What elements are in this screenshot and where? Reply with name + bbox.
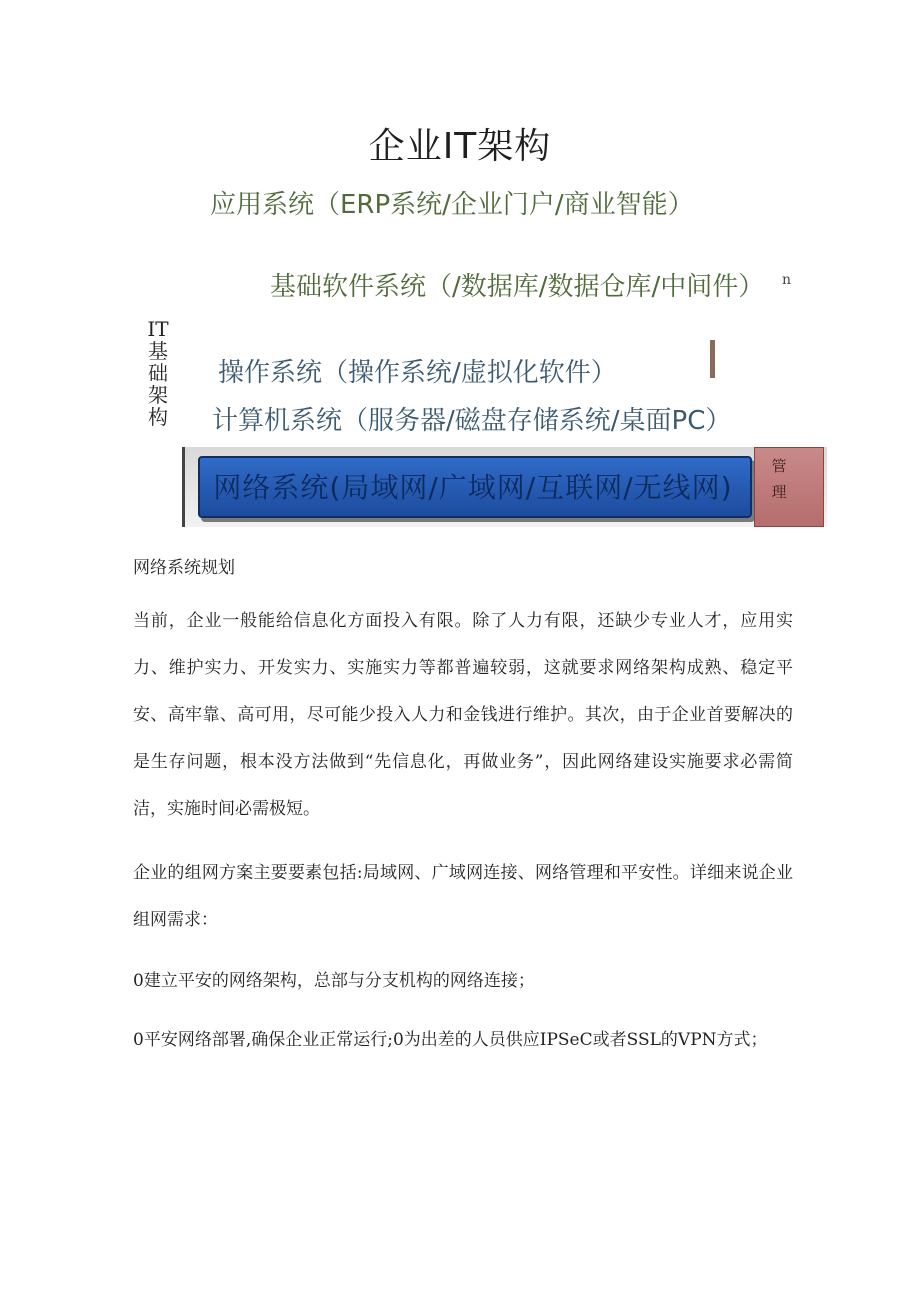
divider-mark: [710, 340, 715, 378]
side-label-char: 础: [148, 361, 168, 385]
layer-application: 应用系统（ERP系统/企业门户/商业智能）: [210, 190, 694, 220]
side-label-char: 构: [148, 405, 168, 429]
management-label: [754, 453, 804, 505]
list-item: 0平安网络部署,确保企业正常运行;0为出差的人员供应IPSeC或者SSL的VPN方式；: [133, 1030, 768, 1050]
page-title: 企业IT架构: [368, 126, 552, 167]
list-item: 0建立平安的网络架构，总部与分支机构的网络连接；: [133, 971, 535, 991]
section-heading: 网络系统规划: [133, 558, 235, 578]
paragraph: 企业的组网方案主要要素包括:局域网、广域网连接、网络管理和平安性。详细来说企业组网需求：: [133, 863, 793, 930]
side-label-char: IT: [147, 317, 169, 341]
side-label-char: 基: [148, 339, 168, 363]
layer-computer-system: 计算机系统（服务器/磁盘存储系统/桌面PC）: [212, 406, 732, 436]
layer-operating-system: 操作系统（操作系统/虚拟化软件）: [218, 358, 617, 388]
paragraph: 当前，企业一般能给信息化方面投入有限。除了人力有限，还缺少专业人才，应用实力、维护实力、开发实力、实施实力等都普遍较弱，这就要求网络架构成熟、稳定平安、高牢靠、高可用，尽可能少投入人力和金钱进行维护。其次，由于企业首要解决的是生存问题，根本没方法做到“先信息化，再做业务”，因此网络建设实施要求必需简洁，实施时间必需极短。: [133, 611, 793, 819]
management-label-char: 理: [771, 483, 787, 501]
it-infrastructure-label: [146, 318, 170, 428]
management-label-char: 管: [771, 457, 787, 475]
layer-base-software-mark: n: [782, 272, 792, 288]
layer-network: 网络系统(局域网/广域网/互联网/无线网): [213, 471, 733, 504]
layer-base-software: 基础软件系统（/数据库/数据仓库/中间件）: [270, 272, 765, 302]
side-label-char: 架: [148, 383, 168, 407]
